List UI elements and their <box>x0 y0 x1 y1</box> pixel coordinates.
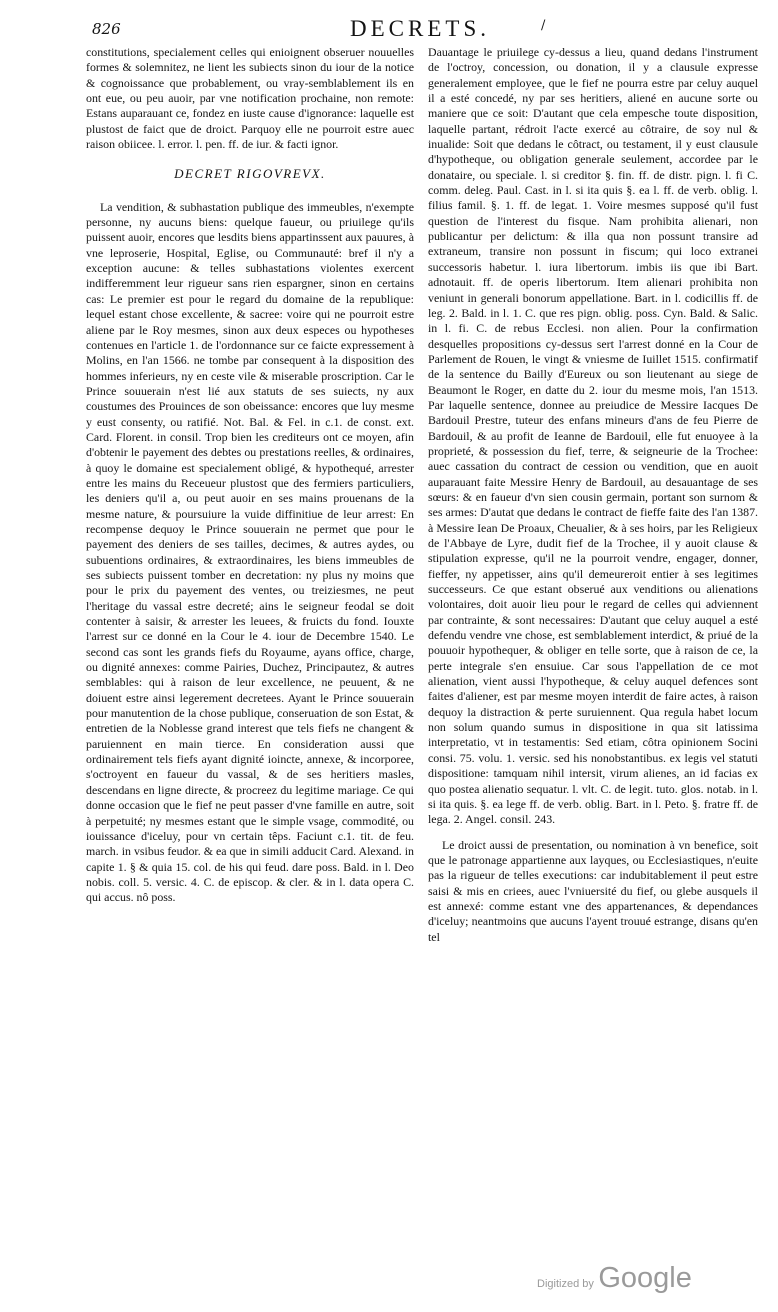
ink-mark: / <box>541 18 546 33</box>
watermark-prefix: Digitized by <box>537 1278 594 1290</box>
section-heading: DECRET RIGOVREVX. <box>174 166 326 182</box>
right-column <box>428 45 758 945</box>
right-paragraph-presentation: Le droict aussi de presentation, ou nomination à vn benefice, soit que le patronage appartienne aux layques, ou Ecclesiastiques, n'euite pas la rigueur de telles executions: car indubitablement il peut estre saisi & mis en criees, auec l'vniuersité du fief, ou glebe ausquels il est annexé: comme estant vne des appartenances, & dependances d'iceluy; neantmoins que aucuns l'ayent trouué estrange, disans qu'en tel <box>428 837 758 944</box>
watermark-logo: Google <box>598 1262 692 1294</box>
page-number: 826 <box>92 20 121 38</box>
right-paragraph-privilege: Dauantage le priuilege cy-dessus a lieu, quand dedans l'instrument de l'octroy, concession, ou donation, il y a clausule expresse generalement employee, que le fief ne pourra estre par celuy auquel il a esté concedé, ny par ses heritiers, aliené en aucune sorte ou maniere que ce soit: D'autant que cela empesche toute disposition, laquelle partant, rédroit l'acte exercé au côtraire, de soy nul & inualide: Soit que dedans le côtract, ou testament, il y eust clausule d'hypotheque, ou obligation generale seulement, accordee par le donataire, ou speciale. l. si creditor §. fin. ff. de distr. pign. l. fi C. comm. deleg. Paul. Cast. in l. si ita quis §. ea l. ff. de verb. oblig. l. filius famil. §. 1. ff. de legat. 1. Voire mesmes supposé qu'il fust question de l'interest du fisque. Nam prohibita alienari, non publicantur per delictum: & illa qua non possunt transire ad extraneum, transire non possunt in fiscum; qui loco extranei successoris habetur. l. iura libertorum. imbis iis que ibi Bart. adnotauit. ff. de operis libertorum. Item alienari prohibita non veniunt in generali bonorum appellatione. Bart. in l. codicillis ff. de leg. 2. Bald. in l. 1. C. que res pign. oblig. poss. Cyn. Bald. & Salic. in l. fi. C. de rebus Ecclesi. non alien. Pour la confirmation desquelles propositions cy-dessus sert l'arrest donné en la Cour de Parlement de Rouen, le vingt & vniesme de Iuillet 1515. confirmatif de la sentence du Bailly d'Eureux ou son lieutenant au siege de Beaumont le Roger, en datte du 2. iour du mesme mois, l'an 1513. Par laquelle sentence, donnee au preiudice de Messire Iacques De Bardouil Prestre, tuteur des enfans mineurs d'ans de feu Pierre de Bardouil, & au profit de Ieanne de Bardouil, elle fut enuoyee à la proprieté, & possession du fief, terre, & seigneurie de la Trochee: auec cassation du contract de cession ou vendition, que en auoit auparauant faite Messire Henry de Bardouil, au desauantage de ses sœurs: & en faueur d'vn sien cousin germain, portant son surnom & ses armes: D'autat que dedans le contract de fieffe faite des l'an 1387. à Messire Iean De Proaux, Cheualier, & à ses hoirs, par les Religieux de l'Abbaye de Lyre, dudit fief de la Trochee, il y auoit clause & stipulation expresse, qu'il ne la pourroit vendre, engager, donner, fieffer, ny appetisser, ains qu'il demeureroit entier à ses legitimes successeurs. Ce que estant obserué aux venditions ou alienations volontaires, doit auoir lieu pour le regard de celles qui adviennent par contrainte, & sont necessaires: D'autant que celuy auquel a esté defendu vendre vne chose, est semblablement interdict, & priué de la pouuoir hypothequer, & obliger en telle sorte, que à raison de ce, la perte integrale s'en ensuiue. Car sous l'appellation de ce mot alienation, vient aussi l'hypotheque, & celuy auquel defences sont faites d'aliener, est par mesme moyen interdit de faire actes, à raison dequoy la distraction & perte suruiennent. Qua regula habet locum non solum quando sumus in dispositione in qua sit latissima interpretatio, vt in testamentis: Sed etiam, côtra opinionem Socini consi. 75. volu. 1. versic. sed his nonobstantibus. ex legis vel statuti dispositione: tamquam nihil intersit, virum alienes, an id facias ex quo postea alienatio sequatur. l. vlt. C. de legit. tuto. glos. notab. in l. si ita quis. §. ea lege ff. de verb. oblig. Bart. in l. Peto. §. fratre ff. de lega. 2. Angel. consil. 243. <box>428 45 758 827</box>
left-paragraph-continued: constitutions, specialement celles qui enioignent obseruer nouuelles formes & solemnitez, ne lient les subiects sinon du iour de la notice & cognoissance que probablement, ou vray-semblablement ils en ont eue, ou peu auoir, par vne notification prochaine, non remote: Estans auparauant ce, fondez en iuste cause d'ignorance: laquelle est plustost de faict que de droict. Parquoy elle ne pourroit estre auec raison obiicee. l. error. l. pen. ff. de iur. & facti ignor. <box>86 45 414 152</box>
left-column <box>86 45 414 906</box>
running-head: DECRETS. <box>350 16 490 41</box>
left-paragraph-decret-rigoureux: La vendition, & subhastation publique des immeubles, n'exempte personne, ny aucuns biens: quelque faueur, ou priuilege qu'ils puissent auoir, encores que lesdits biens appartinssent aux pauures, à vne leproserie, Hospital, Eglise, ou Communauté: bref il n'y a exception aucune: & telles subhastations violentes exercent indifferemment leur rigueur sans rien espargner, sinon en certains cas: Le premier est pour le regard du domaine de la republique: lequel estant chose excellente, & sacree: voire qui ne pourroit estre aliene par le Roy mesmes, sinon aux deux especes ou hypotheses contenues en l'article 1. de l'ordonnance sur ce faicte expressement à Molins, en l'an 1566. ne tombe par consequent à la disposition des hommes inferieurs, ny en ceste vile & miserable proscription. Car le Prince souuerain n'est lié aux statuts de ses suiects, ny aux coustumes des Prouinces de son obeissance: encores que luy mesme y eust consenty, ou ratifié. Not. Bal. & Fel. in c.1. de const. ext. Card. Florent. in consil. Trop bien les crediteurs ont ce moyen, afin d'obtenir le payement des debtes ou prestations reelles, & ordinaires, à quoy le domaine est specialement obligé, & hypothequé, arrester entre les mains du Receueur plustost que des fermiers particuliers, les deniers qu'il a, ou peut auoir en ses mains prouenans de la mesme nature, & poursuiure la vuide diffinitiue de leur arrest: En recompense dequoy le Prince souuerain ne permet que pour le payement des deniers de ses tailles, decimes, & autres aydes, ou subuentions ordinaires, & extraordinaires, les biens immeubles de ses subiects puissent tomber en decretation: ny plus ny moins que pour le prix du payement des ventes, ou treiziesmes, ne peut l'heritage du vassal estre decreté; ains le seigneur feodal se doit contenter à saisir, & arrester les leuees, & fruicts du fond. Iouxte l'arrest sur ce donné en la Cour le 4. iour de Decembre 1540. Le second cas sont les grands fiefs du Royaume, ayans office, charge, ou dignité annexes: comme Pairies, Duchez, Principautez, & autres semblables: qui à raison de leur excellence, ne peuuent, & ne doiuent estre ainsi legerement decretees. Ayant le Prince souuerain pour manutention de la chose publique, conseruation de son Estat, & entretien de la Noblesse grand interest que tels fiefs ne changent & paruiennent en main tierce. En consideration aussi que ordinairement tels fiefs ayant dignité ioincte, annexe, & incorporee, s'octroyent en faueur du vassal, & de ses heritiers masles, descendans en ligne directe, & procreez du legitime mariage. Ce qui donne occasion que le fief ne peut passer d'vne famille en autre, soit à perpetuité; ny mesmes estant que le simple vsage, commodité, ou iouissance d'iceluy, pour vn certain têps. Faciunt c.1. tit. de feu. march. in vsibus feudor. & ea que in simili adducit Card. Alexand. in capite 1. § & quia 15. col. de his qui feud. dare poss. Bald. in l. Deo nobis. coll. 5. versic. 4. C. de episcop. & cler. & in l. data opera C. qui accus. nô poss. <box>86 199 414 905</box>
digitization-watermark <box>537 1262 692 1295</box>
